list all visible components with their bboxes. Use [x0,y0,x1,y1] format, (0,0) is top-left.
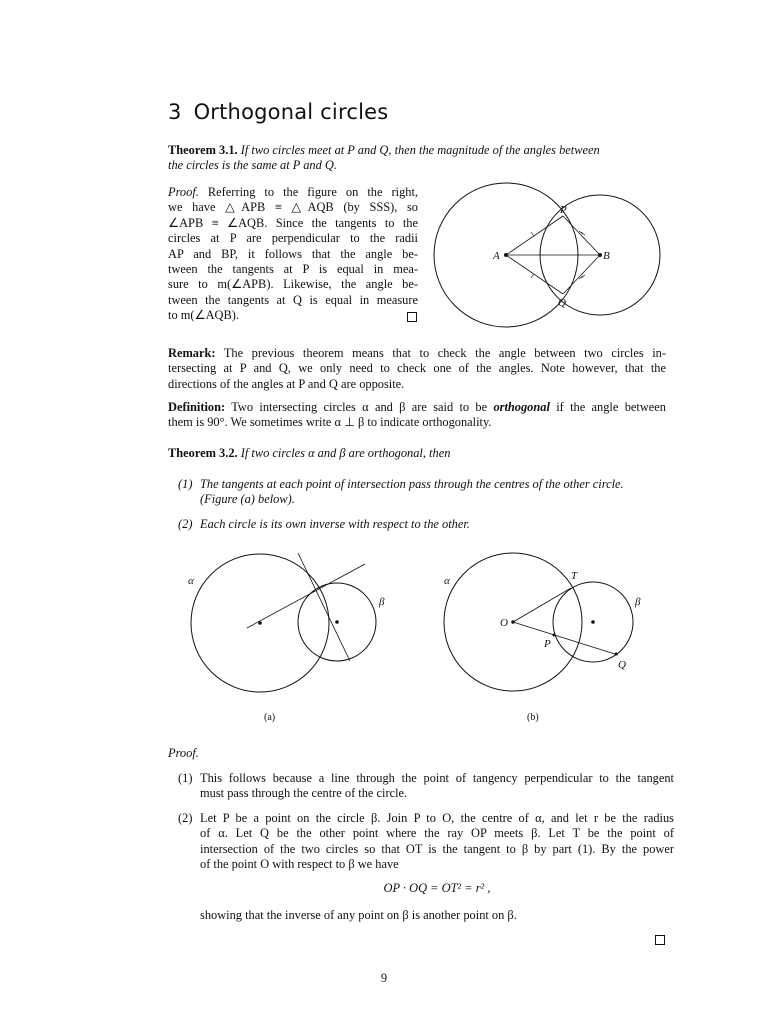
item-label: (2) [178,517,193,531]
remark [168,346,666,392]
point-q [615,653,618,656]
definition-line: them is 90°. We sometimes write α ⊥ β to indicate orthogonality. [168,415,492,430]
remark-line: directions of the angles at P and Q are opposite. [168,376,405,391]
label-alpha: α [444,575,450,587]
segment-aq [506,255,563,294]
proof-line: to m(∠AQB). [168,308,239,323]
point-o [511,620,515,624]
point-b [598,253,602,257]
item-line: intersection of the two circles so that OT is the tangent to β by part (1). By the power [200,841,674,856]
label-p: P [560,204,567,216]
point-a [504,253,508,257]
theorem-text-line1: If two circles meet at P and Q, then the magnitude of the angles between [240,143,600,157]
item-line: Let P be a point on the circle β. Join P to O, the centre of α, and let r be the radius [200,811,674,825]
theorem-label: Theorem 3.2. [168,446,238,460]
definition-term: orthogonal [493,400,550,414]
tick-mark [581,232,585,235]
section-heading [168,100,388,124]
caption-a: (a) [264,712,276,723]
theorem-label: Theorem 3.1. [168,143,238,157]
label-beta: β [635,596,641,608]
point-p [553,634,556,637]
figure-a [180,548,400,728]
item-line: of the point O with respect to β we have [200,857,399,872]
label-b: B [603,250,610,262]
label-beta: β [379,596,385,608]
theorem-text-line2: the circles is the same at P and Q. [168,158,337,173]
conclusion [200,908,674,923]
equation-text: OP · OQ = OT² = r² , [383,881,491,895]
item-label: (2) [178,811,193,825]
proof-label: Proof. [168,746,199,760]
center-beta [591,620,595,624]
remark-line: tersecting at P and Q, we only need to check one of the angles. Note however, that the [168,361,666,376]
center-beta [335,620,339,624]
theorem-3-2 [168,446,666,461]
proof-label: Proof. [168,185,199,199]
proof-line: we have △APB ≡ △AQB (by SSS), so [168,200,418,215]
item-line: of α. Let Q be the other point where the ray OP meets β. Let T be the point of [200,826,674,841]
figure-two-circles [428,180,678,330]
remark-label: Remark: [168,346,216,360]
definition [168,400,666,431]
tick-mark [531,274,534,278]
segment-ot [513,588,571,622]
proof-line: tween the tangents at P is equal in mea- [168,262,418,277]
item-line: must pass through the centre of the circle. [200,786,408,801]
page-number: 9 [380,971,388,985]
item-line: This follows because a line through the point of tangency perpendicular to the tangent [200,771,674,785]
label-p: P [544,638,551,650]
tick-mark [531,232,534,236]
label-o: O [500,617,508,629]
segment-bq [563,255,600,294]
segment-bp [563,216,600,255]
label-q: Q [558,297,566,309]
item-line: Each circle is its own inverse with respect to the other. [200,517,470,531]
proof-line: circles at P are perpendicular to the radii [168,231,418,246]
label-t: T [571,570,578,582]
label-alpha: α [188,575,194,587]
proof-line: AP and BP, it follows that the angle be- [168,246,418,261]
section-title: Orthogonal circles [193,100,389,124]
theorem-3-1 [168,143,668,174]
item-line: The tangents at each point of intersection pass through the centres of the other circle. [200,477,624,491]
theorem-text: If two circles α and β are orthogonal, then [240,446,451,460]
proof-line: Referring to the figure on the right, [207,185,418,199]
proof-line: tween the tangents at Q is equal in measure [168,292,418,307]
page-footer [0,971,768,986]
segment-ap [506,216,563,255]
qed-square-icon [407,312,417,322]
caption-b: (b) [527,712,539,723]
figure-b [436,548,656,728]
remark-line: The previous theorem means that to check the angle between two circles in- [223,346,666,360]
item-label: (1) [178,771,193,785]
label-a: A [493,250,500,262]
item-line: (Figure (a) below). [200,492,295,507]
definition-text: if the angle between [556,400,666,414]
conclusion-text: showing that the inverse of any point on β is another point on β. [200,908,517,922]
label-q: Q [618,659,626,671]
proof-line: ∠APB ≡ ∠AQB. Since the tangents to the [168,215,418,230]
definition-label: Definition: [168,400,226,414]
equation [200,881,674,896]
definition-text: Two intersecting circles α and β are said to be [231,400,488,414]
tick-mark [581,275,585,278]
proof-line: sure to m(∠APB). Likewise, the angle be- [168,277,418,292]
proof-3-1 [168,185,418,324]
center-alpha [258,621,262,625]
proof-3-2-label [168,746,199,761]
section-number: 3 [168,100,182,124]
segment-oq [513,622,618,655]
item-label: (1) [178,477,193,491]
tangent-line [247,564,365,628]
qed-square-icon [655,935,665,945]
